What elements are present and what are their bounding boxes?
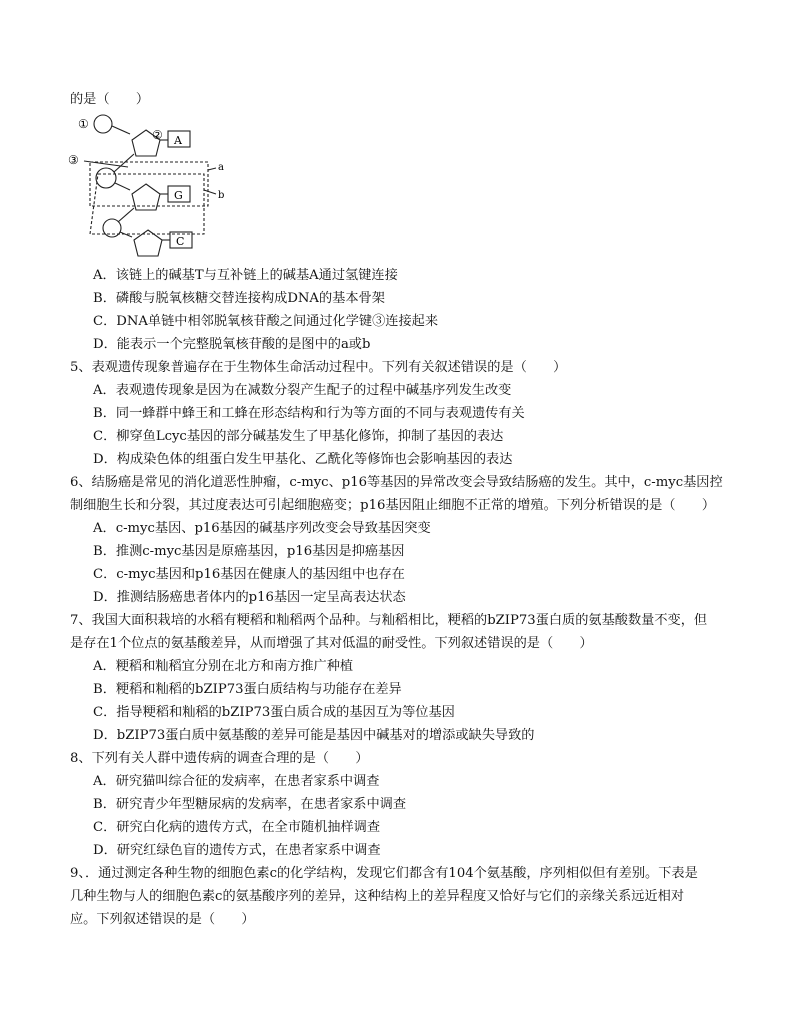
q6-stem-line-2: 制细胞生长和分裂，其过度表达可引起细胞癌变；p16基因阻止细胞不正常的增殖。下列分析错误的是（ ）: [70, 498, 716, 513]
q6-option-a: A．c-myc基因、p16基因的碱基序列改变会导致基因突变: [93, 521, 431, 536]
q7-option-d: D．bZIP73蛋白质中氨基酸的差异可能是基因中碱基对的增添或缺失导致的: [93, 728, 535, 743]
dashed-box-b: [90, 174, 204, 234]
q7-stem-line-1: 7、我国大面积栽培的水稻有粳稻和籼稻两个品种。与籼稻相比，粳稻的bZIP73蛋白质的氨基酸数量不变，但: [70, 613, 708, 628]
q9-stem-line-2: 几种生物与人的细胞色素c的氨基酸序列的差异，这种结构上的差异程度又恰好与它们的亲缘关系远近相对: [70, 889, 685, 904]
q8-option-c: C．研究白化病的遗传方式，在全市随机抽样调查: [93, 820, 381, 835]
q8-option-d: D．研究红绿色盲的遗传方式，在患者家系中调查: [93, 843, 381, 858]
q5-option-d: D．构成染色体的组蛋白发生甲基化、乙酰化等修饰也会影响基因的表达: [93, 452, 513, 467]
label-b: b: [218, 190, 225, 201]
base-bot-letter: C: [176, 235, 185, 248]
q8-option-a: A．研究猫叫综合征的发病率，在患者家系中调查: [93, 774, 380, 789]
q8-stem: 8、下列有关人群中遗传病的调查合理的是（ ）: [70, 751, 369, 766]
q4-option-c: C．DNA单链中相邻脱氧核苷酸之间通过化学键③连接起来: [93, 314, 439, 329]
q5-option-b: B．同一蜂群中蜂王和工蜂在形态结构和行为等方面的不同与表观遗传有关: [93, 406, 525, 421]
q4-stem-tail: 的是（ ）: [70, 92, 150, 107]
label-2: ②: [152, 128, 163, 142]
label-1: ①: [78, 117, 89, 131]
q5-option-c: C．柳穿鱼Lcyc基因的部分碱基发生了甲基化修饰，抑制了基因的表达: [93, 429, 504, 444]
phosphate-2: [96, 168, 116, 188]
q6-option-b: B．推测c-myc基因是原癌基因，p16基因是抑癌基因: [93, 544, 405, 559]
q5-option-a: A．表观遗传现象是因为在减数分裂产生配子的过程中碱基序列发生改变: [93, 383, 512, 398]
q5-stem: 5、表观遗传现象普遍存在于生物体生命活动过程中。下列有关叙述错误的是（ ）: [70, 360, 567, 375]
q4-option-d: D．能表示一个完整脱氧核苷酸的是图中的a或b: [93, 337, 371, 352]
q8-option-b: B．研究青少年型糖尿病的发病率，在患者家系中调查: [93, 797, 407, 812]
base-mid-letter: G: [174, 189, 183, 202]
q6-stem-line-1: 6、结肠癌是常见的消化道恶性肿瘤，c-myc、p16等基因的异常改变会导致结肠癌的发生。其中，c-myc基因控: [70, 475, 723, 490]
q4-option-a: A．该链上的碱基T与互补链上的碱基A通过氢键连接: [93, 268, 398, 283]
q7-stem-line-2: 是存在1个位点的氨基酸差异，从而增强了其对低温的耐受性。下列叙述错误的是（ ）: [70, 636, 593, 651]
phosphate-1: [94, 115, 112, 133]
q9-stem-line-1: 9、．通过测定各种生物的细胞色素c的化学结构，发现它们都含有104个氨基酸，序列相似但有差别。下表是: [70, 866, 698, 881]
q7-option-b: B．粳稻和籼稻的bZIP73蛋白质结构与功能存在差异: [93, 682, 402, 697]
q7-option-a: A．粳稻和籼稻宜分别在北方和南方推广种植: [93, 659, 354, 674]
q7-option-c: C．指导粳稻和籼稻的bZIP73蛋白质合成的基因互为等位基因: [93, 705, 455, 720]
q6-option-c: C．c-myc基因和p16基因在健康人的基因组中也存在: [93, 567, 405, 582]
label-a: a: [218, 162, 224, 173]
dna-strand-figure: [68, 110, 238, 262]
deoxyribose-2: [132, 184, 160, 210]
label-3: ③: [68, 153, 79, 167]
q6-option-d: D．推测结肠癌患者体内的p16基因一定呈高表达状态: [93, 590, 406, 605]
q4-option-b: B．磷酸与脱氧核糖交替连接构成DNA的基本骨架: [93, 291, 385, 306]
q9-stem-line-3: 应。下列叙述错误的是（ ）: [70, 912, 255, 927]
base-top-letter: A: [174, 134, 182, 147]
